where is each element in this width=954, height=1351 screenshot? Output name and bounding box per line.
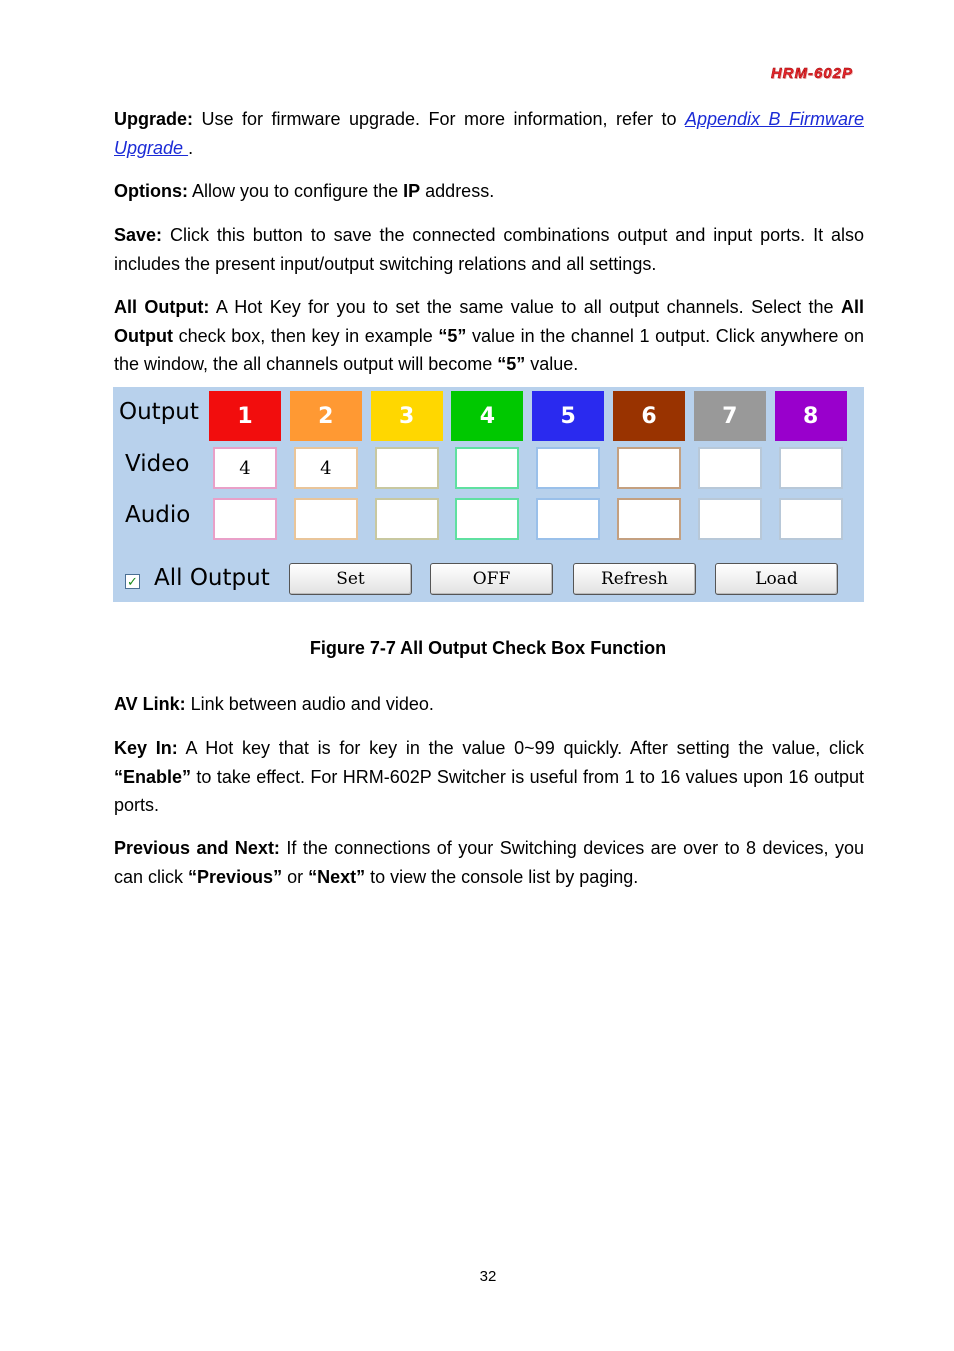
prev-next-t3: to view the console list by paging. xyxy=(365,866,639,887)
av-link-paragraph xyxy=(114,690,864,719)
all-output-b2: “5” xyxy=(438,325,467,346)
figure-caption: Figure 7-7 All Output Check Box Function xyxy=(309,638,667,658)
key-in-paragraph xyxy=(114,734,864,820)
all-output-b3: “5” xyxy=(497,354,526,374)
video-row-label: Video xyxy=(125,451,190,477)
prev-next-paragraph xyxy=(114,834,864,891)
channel-header-8: 8 xyxy=(775,391,847,441)
channel-header-1: 1 xyxy=(209,391,281,441)
all-output-t2: check box, then key in example xyxy=(172,325,439,346)
video-input-1[interactable]: 4 xyxy=(213,447,277,489)
all-output-t4: value. xyxy=(525,354,579,374)
upgrade-paragraph xyxy=(114,105,864,162)
prev-next-t1: If the connections of your Switching devices are over to 8 devices, you can click xyxy=(114,838,864,887)
video-input-4[interactable] xyxy=(455,447,519,489)
key-in-term: Key In: xyxy=(114,738,178,758)
audio-input-8[interactable] xyxy=(779,498,843,540)
all-output-paragraph xyxy=(114,293,864,379)
channel-header-6: 6 xyxy=(613,391,685,441)
save-paragraph xyxy=(114,221,864,278)
save-term: Save: xyxy=(114,225,163,245)
upgrade-term: Upgrade: xyxy=(114,109,194,129)
options-term: Options: xyxy=(114,181,188,201)
all-output-b1: All Output xyxy=(114,297,864,346)
av-link-term: AV Link: xyxy=(114,694,186,714)
prev-next-term: Previous and Next: xyxy=(114,838,280,858)
all-output-checkbox[interactable]: ✓ xyxy=(125,574,140,589)
video-input-7[interactable] xyxy=(698,447,762,489)
upgrade-text: Use for firmware upgrade. For more information, refer to xyxy=(193,109,685,129)
save-text: Click this button to save the connected combinations output and input ports. It also includes the present input/output switching relations and all settings. xyxy=(114,225,864,274)
audio-input-1[interactable] xyxy=(213,498,277,540)
channel-header-3: 3 xyxy=(371,391,443,441)
audio-input-6[interactable] xyxy=(617,498,681,540)
prev-next-t2: or xyxy=(282,866,309,887)
audio-input-5[interactable] xyxy=(536,498,600,540)
audio-row-label: Audio xyxy=(125,502,191,528)
video-input-2[interactable]: 4 xyxy=(294,447,358,489)
key-in-t1: A Hot key that is for key in the value 0~99 quickly. After setting the value, click xyxy=(177,738,864,758)
video-input-6[interactable] xyxy=(617,447,681,489)
video-input-3[interactable] xyxy=(375,447,439,489)
channel-header-4: 4 xyxy=(451,391,523,441)
audio-input-3[interactable] xyxy=(375,498,439,540)
audio-input-2[interactable] xyxy=(294,498,358,540)
all-output-t1: A Hot Key for you to set the same value to all output channels. Select the xyxy=(209,297,841,317)
off-button[interactable]: OFF xyxy=(430,563,553,595)
audio-input-4[interactable] xyxy=(455,498,519,540)
key-in-enable: “Enable” xyxy=(114,766,192,787)
upgrade-end: . xyxy=(188,137,194,158)
channel-header-7: 7 xyxy=(694,391,766,441)
options-text1: Allow you to configure the xyxy=(188,181,404,201)
prev-next-next: “Next” xyxy=(308,866,366,887)
appendix-b-link[interactable]: Appendix B Firmware Upgrade xyxy=(114,109,864,158)
av-link-text: Link between audio and video. xyxy=(185,694,434,714)
output-row-label: Output xyxy=(119,399,199,425)
refresh-button[interactable]: Refresh xyxy=(573,563,696,595)
all-output-term: All Output: xyxy=(114,297,210,317)
page-number: 32 xyxy=(479,1268,497,1285)
options-ip: IP xyxy=(403,181,421,201)
audio-input-7[interactable] xyxy=(698,498,762,540)
prev-next-previous: “Previous” xyxy=(188,866,283,887)
load-button[interactable]: Load xyxy=(715,563,838,595)
channel-header-2: 2 xyxy=(290,391,362,441)
options-paragraph xyxy=(114,177,864,206)
key-in-t2: to take effect. For HRM-602P Switcher is useful from 1 to 16 values upon 16 output ports. xyxy=(114,766,864,815)
channel-header-5: 5 xyxy=(532,391,604,441)
video-input-8[interactable] xyxy=(779,447,843,489)
all-output-checkbox-label: All Output xyxy=(154,565,270,591)
header-logo: HRM-602P xyxy=(770,65,853,82)
options-text2: address. xyxy=(420,181,495,201)
set-button[interactable]: Set xyxy=(289,563,412,595)
output-matrix-panel xyxy=(113,387,864,602)
all-output-t3: value in the channel 1 output. Click anywhere on the window, the all channels output will become xyxy=(114,325,865,374)
video-input-5[interactable] xyxy=(536,447,600,489)
